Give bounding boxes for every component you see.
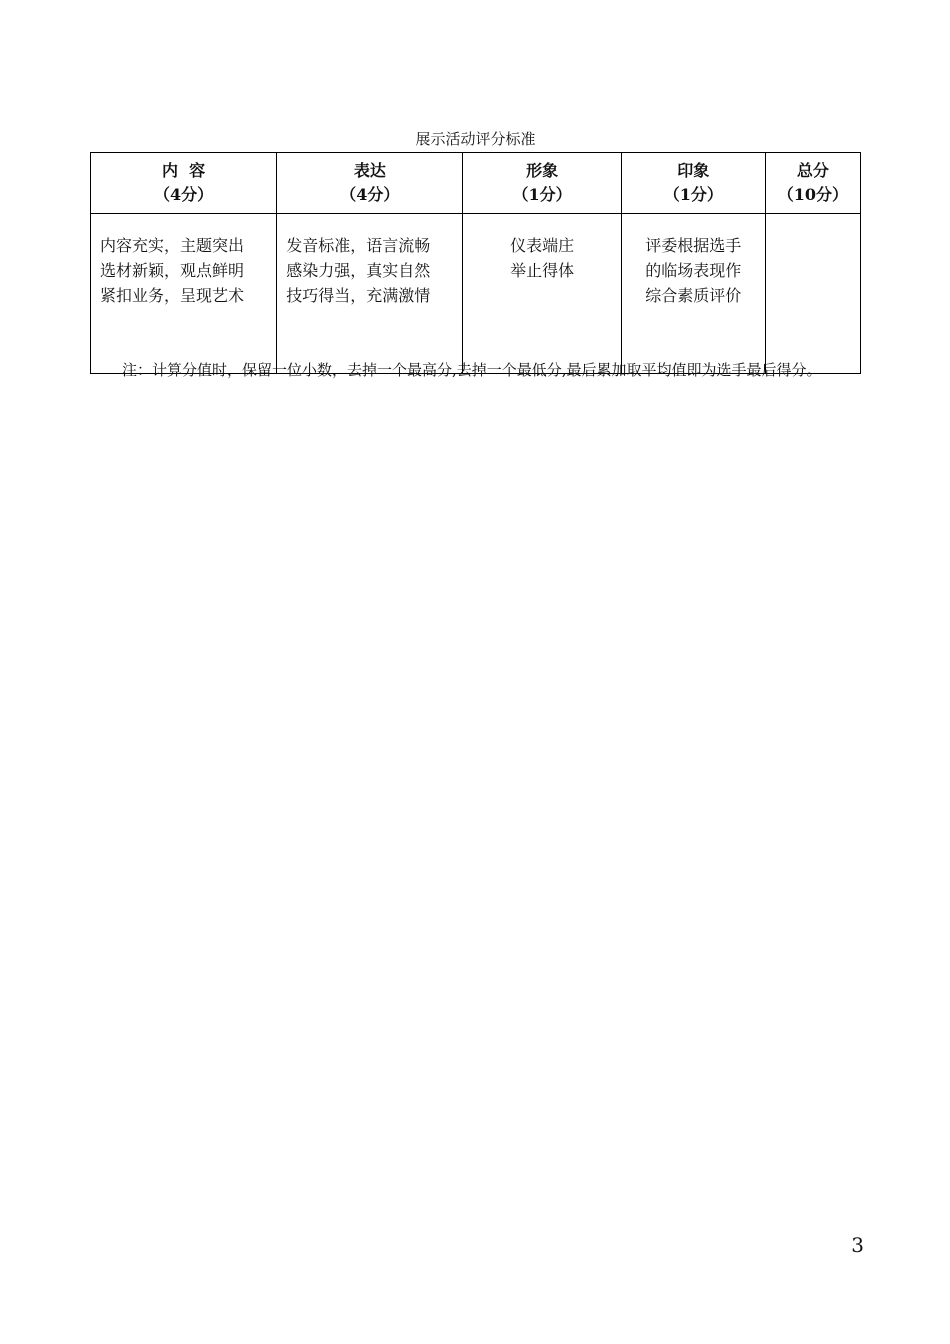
header-name: 内 容 — [162, 161, 206, 180]
header-score: （4分） — [340, 185, 400, 204]
criteria-expression — [277, 214, 463, 374]
criteria-row — [91, 214, 861, 374]
header-name: 形象 — [526, 161, 559, 180]
header-name: 表达 — [353, 161, 386, 180]
criteria-line: 举止得体 — [510, 261, 575, 280]
criteria-line: 紧扣业务，呈现艺术 — [100, 286, 245, 305]
header-image — [463, 153, 621, 214]
header-score: （1分） — [512, 185, 572, 204]
header-score: （1分） — [663, 185, 723, 204]
criteria-content — [91, 214, 277, 374]
header-score: （10分） — [777, 185, 849, 204]
criteria-line: 选材新颖，观点鲜明 — [100, 261, 245, 280]
criteria-line: 的临场表现作 — [645, 261, 742, 280]
header-content — [91, 153, 277, 214]
header-row — [91, 153, 861, 214]
scoring-table — [90, 152, 861, 374]
criteria-line: 评委根据选手 — [645, 236, 742, 255]
header-impression — [621, 153, 765, 214]
criteria-image — [463, 214, 621, 374]
header-total — [765, 153, 860, 214]
header-expression — [277, 153, 463, 214]
criteria-line: 仪表端庄 — [510, 236, 575, 255]
criteria-impression — [621, 214, 765, 374]
header-name: 总分 — [796, 161, 829, 180]
criteria-total — [765, 214, 860, 374]
table-title: 展示活动评分标准 — [415, 130, 536, 148]
header-name: 印象 — [677, 161, 710, 180]
criteria-line: 内容充实，主题突出 — [100, 236, 245, 255]
scoring-note: 注：计算分值时，保留一位小数，去掉一个最高分,去掉一个最低分,最后累加取平均值即为选手最后得分。 — [122, 361, 822, 379]
header-score: （4分） — [154, 185, 214, 204]
criteria-line: 综合素质评价 — [645, 286, 742, 305]
page-number: 3 — [851, 1233, 864, 1257]
criteria-line: 技巧得当，充满激情 — [286, 286, 431, 305]
criteria-line: 发音标准，语言流畅 — [286, 236, 431, 255]
criteria-line: 感染力强，真实自然 — [286, 261, 431, 280]
